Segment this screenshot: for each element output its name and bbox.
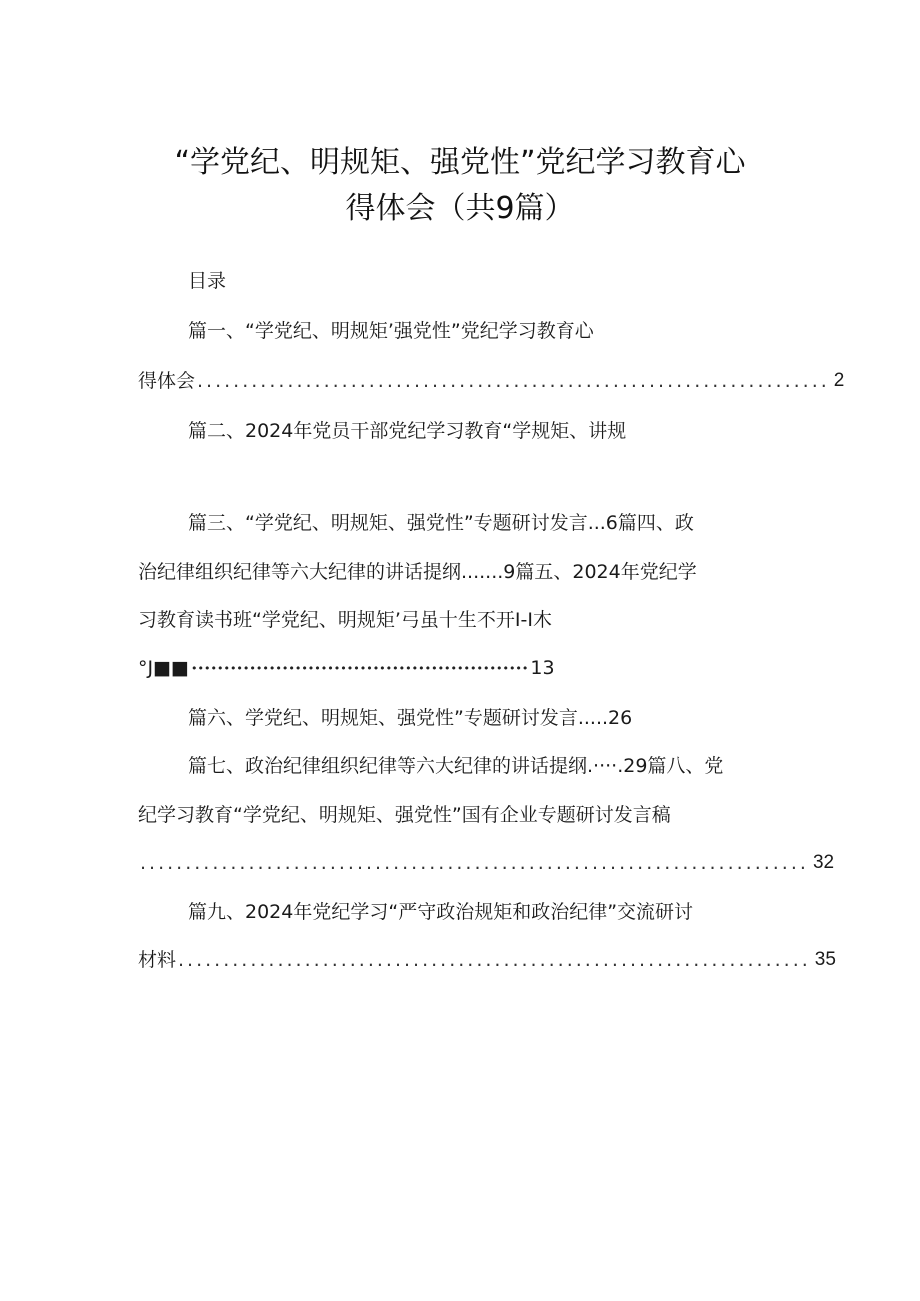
- toc-entry-5-last-line: [138, 653, 555, 683]
- toc-entry-text: 材料: [138, 949, 177, 971]
- toc-entry-2: 篇二、2024年党员干部党纪学习教育“学规矩、讲规: [188, 420, 627, 442]
- toc-leader-dots: ......................................................................: [197, 370, 830, 392]
- document-title-line-2: 得体会（共9篇）: [345, 191, 575, 226]
- toc-entry-1-line-1: 篇一、“学党纪、明规矩’强党性”党纪学习教育心: [188, 320, 594, 342]
- toc-entry-text: 得体会: [138, 370, 196, 392]
- toc-entry-8-line-1: 纪学习教育“学党纪、明规矩、强党性”国有企业专题研讨发言稿: [138, 804, 671, 826]
- document-title-line-1: “学党纪、明规矩、强党性”党纪学习教育心: [174, 145, 746, 180]
- toc-page-number: 32: [812, 852, 835, 873]
- toc-page-number: 35: [814, 949, 836, 970]
- toc-leader-dots: ..........................................................................: [140, 852, 809, 874]
- toc-leader-bullets: ••••••••••••••••••••••••••••••••••••••••••••••••••••: [191, 661, 529, 675]
- toc-entry-text: °J■■: [138, 657, 190, 679]
- toc-entry-3-line-1: 篇三、“学党纪、明规矩、强党性”专题研讨发言...6篇四、政: [188, 512, 694, 534]
- toc-entry-9-line-2: [138, 945, 836, 975]
- toc-entry-6: 篇六、学党纪、明规矩、强党性”专题研讨发言.....26: [188, 707, 633, 729]
- toc-entry-7-line-1: 篇七、政治纪律组织纪律等六大纪律的讲话提纲.····.29篇八、党: [188, 755, 724, 777]
- toc-heading: 目录: [188, 270, 227, 292]
- toc-entry-3-line-2: 治纪律组织纪律等六大纪律的讲话提纲.......9篇五、2024年党纪学: [138, 561, 697, 583]
- toc-entry-1-line-2: [138, 366, 845, 396]
- toc-leader-dots: ......................................................................: [178, 949, 811, 971]
- toc-entry-9-line-1: 篇九、2024年党纪学习“严守政治规矩和政治纪律”交流研讨: [188, 901, 694, 923]
- toc-page-number: 2: [833, 370, 845, 391]
- toc-entry-8-line-2: [138, 848, 835, 878]
- toc-page-number: 13: [530, 657, 555, 679]
- toc-entry-3-line-3: 习教育读书班“学党纪、明规矩’弓虽十生不开I-I木: [138, 609, 552, 631]
